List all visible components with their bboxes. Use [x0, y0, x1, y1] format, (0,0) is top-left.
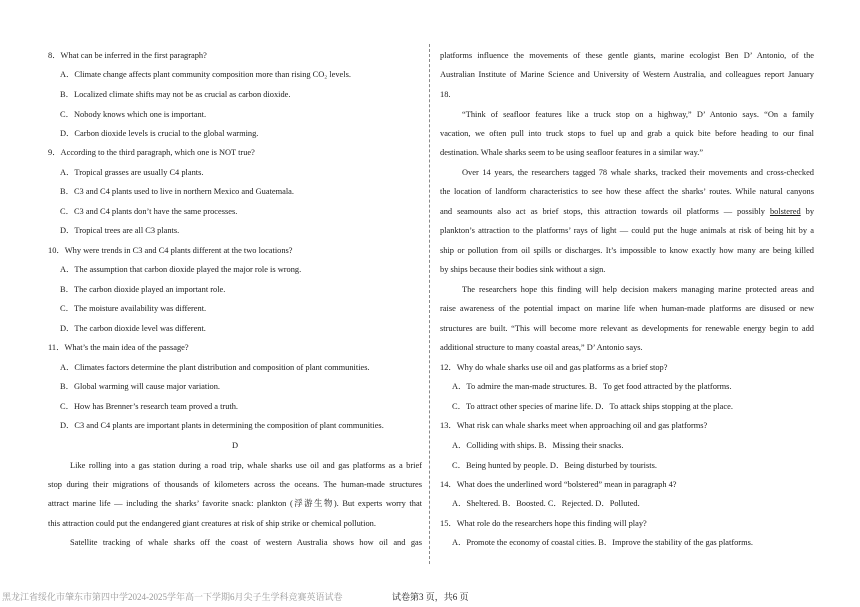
right-column-line: A．Promote the economy of coastal cities. B．Improve the stability of the gas platforms. — [452, 538, 753, 547]
underlined-word: bolstered — [769, 207, 801, 216]
left-column-line: D．Tropical trees are all C3 plants. — [60, 226, 180, 235]
left-column-line: Like rolling into a gas station during a road trip, whale sharks use oil and gas platforms as a brief — [70, 461, 422, 470]
right-column-line: Australian Institute of Marine Science and University of Western Australia, and colleagues report January — [440, 70, 814, 79]
left-column-line: D．Carbon dioxide levels is crucial to the global warming. — [60, 129, 259, 138]
right-column-line: “Think of seafloor features like a truck stop on a highway,” D’ Antonio says. “On a family — [462, 110, 814, 119]
left-column-line: B．The carbon dioxide played an important role. — [60, 285, 226, 294]
left-column-line: C．Nobody knows which one is important. — [60, 110, 207, 119]
left-column-line: C．C3 and C4 plants don’t have the same processes. — [60, 207, 238, 216]
left-column-line: B．C3 and C4 plants used to live in northern Mexico and Guatemala. — [60, 187, 294, 196]
right-column-line: destination. Whale sharks seem to be using seafloor features in a similar way.” — [440, 148, 704, 157]
right-column-line: 15．What role do the researchers hope this finding will play? — [440, 519, 647, 528]
right-column-line: raise awareness of the potential impact on marine life when human-made platforms are disused or new — [440, 304, 814, 313]
right-column-line: ship or pollution from oil spills or discharges. It’s impossible to know exactly how many are being killed — [440, 246, 814, 255]
right-column-line: the location of landform characteristics to see how these affect the sharks’ routes. While natural canyons — [440, 187, 814, 196]
left-column-line: A．The assumption that carbon dioxide played the major role is wrong. — [60, 265, 302, 274]
left-column-line: A．Climate change affects plant community composition more than rising CO₂ levels. — [60, 70, 351, 79]
right-column-line: structures are built. “This will become more relevant as developments for renewable energy begin to add — [440, 324, 814, 333]
right-column-line: 18. — [440, 90, 451, 99]
right-column-line: vacation, we often pull into truck stops to fuel up and grab a quick bite before heading to our final — [440, 129, 814, 138]
left-column-line: A．Tropical grasses are usually C4 plants. — [60, 168, 204, 177]
left-column-line: B．Global warming will cause major variation. — [60, 382, 221, 391]
left-column-line: C．The moisture availability was different. — [60, 304, 207, 313]
left-column-line: D — [231, 441, 239, 450]
right-column-line: platforms influence the movements of these gentle giants, marine ecologist Ben D’ Antonio, of the — [440, 51, 814, 60]
right-column-line: 12．Why do whale sharks use oil and gas platforms as a brief stop? — [440, 363, 668, 372]
right-column-line: plankton’s attraction to the platforms’ rays of light — could put the huge animals at risk of being hit by a — [440, 226, 814, 235]
right-column-line: C．Being hunted by people. D．Being disturbed by tourists. — [452, 461, 657, 470]
right-column-line: A．Colliding with ships. B．Missing their snacks. — [452, 441, 624, 450]
watermark-text: 黑龙江省绥化市肇东市第四中学2024-2025学年高一下学期6月尖子生学科竞赛英语试卷 — [2, 592, 343, 602]
right-column-line: 13．What risk can whale sharks meet when approaching oil and gas platforms? — [440, 421, 708, 430]
left-column-line: D．The carbon dioxide level was different. — [60, 324, 206, 333]
column-divider — [429, 44, 430, 564]
left-column-line: 8．What can be inferred in the first paragraph? — [48, 51, 207, 60]
right-column-line: The researchers hope this finding will help decision makers managing marine protected areas and — [462, 285, 814, 294]
right-column-line: A．To admire the man-made structures. B．To get food attracted by the platforms. — [452, 382, 732, 391]
left-column-line: C．How has Brenner’s research team proved a truth. — [60, 402, 238, 411]
right-column-line: 14．What does the underlined word “bolstered” mean in paragraph 4? — [440, 480, 677, 489]
left-column-line: 9．According to the third paragraph, which one is NOT true? — [48, 148, 255, 157]
left-column-line: attract marine life — including the sharks’ favorite snack: plankton (浮游生物). But experts worry that — [48, 499, 422, 508]
right-column-line: A．Sheltered. B．Boosted. C．Rejected. D．Polluted. — [452, 499, 640, 508]
right-column-line: and seamounts also act as brief stops, this attraction towards oil platforms — possibly bolstered by — [440, 207, 815, 216]
left-column-line: A．Climates factors determine the plant distribution and composition of plant communities. — [60, 363, 370, 372]
left-column-line: this attraction could put the endangered giant creatures at risk of ship strike or chemical pollution. — [48, 519, 376, 528]
left-column-line: 10．Why were trends in C3 and C4 plants different at the two locations? — [48, 246, 293, 255]
left-column-line: Satellite tracking of whale sharks off the coast of western Australia shows how oil and gas — [70, 538, 422, 547]
right-column-line: additional structure to many coastal areas,” D’ Antonio says. — [440, 343, 643, 352]
right-column-line: C．To attract other species of marine life. D．To attack ships stopping at the place. — [452, 402, 733, 411]
left-column-line: 11．What’s the main idea of the passage? — [48, 343, 189, 352]
right-column-line: by ships because their bodies sink without a sign. — [440, 265, 606, 274]
left-column-line: stop during their migrations of thousands of kilometers across the oceans. The human-made structures — [48, 480, 422, 489]
page-number: 试卷第3 页，共6 页 — [392, 592, 469, 602]
right-column-line: Over 14 years, the researchers tagged 78 whale sharks, tracked their movements and cross-checked — [462, 168, 814, 177]
left-column-line: B．Localized climate shifts may not be as crucial as carbon dioxide. — [60, 90, 291, 99]
left-column-line: D．C3 and C4 plants are important plants in determining the composition of plant communities. — [60, 421, 384, 430]
